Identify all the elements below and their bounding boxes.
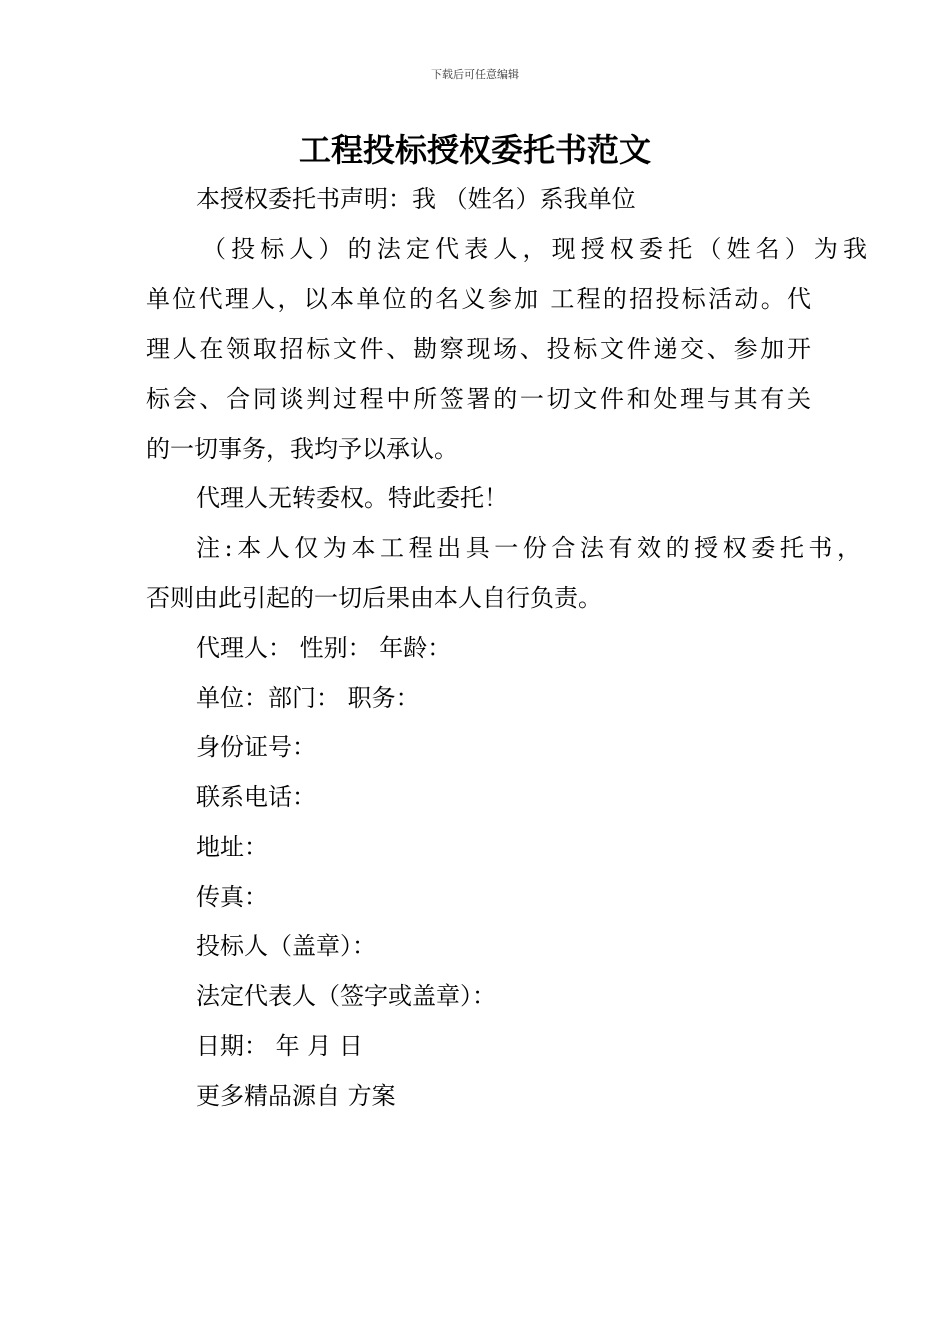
form-field-unit: 单位：部门： 职务： (196, 684, 420, 712)
body-paragraph-line: 否则由此引起的一切后果由本人自行负责。 (146, 584, 602, 612)
form-field-legal-rep: 法定代表人（签字或盖章）： (196, 982, 496, 1010)
footer-source-line: 更多精品源自 方案 (196, 1082, 396, 1110)
body-paragraph-line: 单位代理人，以本单位的名义参加 工程的招投标活动。代 (146, 285, 811, 313)
body-paragraph-line: 的一切事务，我均予以承认。 (146, 435, 458, 463)
body-paragraph-line: 理人在领取招标文件、勘察现场、投标文件递交、参加开 (146, 335, 811, 363)
body-paragraph-line: 代理人无转委权。特此委托！ (196, 484, 508, 512)
form-field-address: 地址： (196, 833, 268, 861)
body-paragraph-line: 本授权委托书声明：我 （姓名）系我单位 (196, 185, 636, 213)
form-field-date: 日期： 年 月 日 (196, 1032, 363, 1060)
form-field-bidder-seal: 投标人（盖章）： (196, 932, 376, 960)
form-field-id-number: 身份证号： (196, 733, 316, 761)
header-note: 下载后可任意编辑 (431, 68, 519, 81)
document-title: 工程投标授权委托书范文 (298, 131, 651, 169)
form-field-phone: 联系电话： (196, 783, 316, 811)
body-paragraph-line: 注:本人仅为本工程出具一份合法有效的授权委托书， (196, 534, 861, 562)
body-paragraph-line: 标会、合同谈判过程中所签署的一切文件和处理与其有关 (146, 385, 811, 413)
form-field-agent: 代理人： 性别： 年龄： (196, 634, 452, 662)
form-field-fax: 传真： (196, 883, 268, 911)
body-paragraph-line: （投标人）的法定代表人，现授权委托（姓名）为我 (202, 235, 867, 263)
